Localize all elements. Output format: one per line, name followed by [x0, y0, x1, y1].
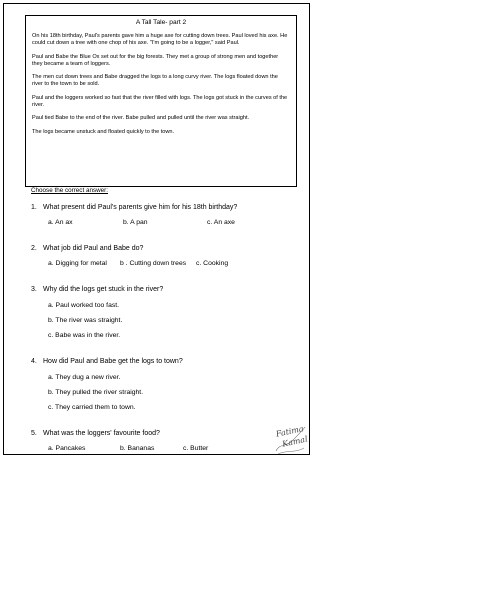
- question-1: [31, 200, 301, 230]
- question-text: Why did the logs get stuck in the river?: [43, 286, 164, 293]
- answer-option[interactable]: a. They dug a new river.: [48, 374, 121, 381]
- story-paragraph: The men cut down trees and Babe dragged the logs to a long curvy river. The logs floated down the river to the town to be sold.: [32, 74, 278, 88]
- story-paragraph: Paul and Babe the Blue Ox set out for the big forests. They met a group of strong men and together they became a team of loggers.: [32, 53, 279, 67]
- answer-option[interactable]: c. Babe was in the river.: [48, 332, 121, 339]
- answer-options: [31, 442, 301, 456]
- signature-logo: [272, 417, 308, 457]
- answer-option[interactable]: b. The river was straight.: [48, 317, 123, 324]
- answer-options: [31, 257, 301, 271]
- answer-option[interactable]: a. Pancakes: [48, 445, 86, 452]
- answer-option[interactable]: c. They carried them to town.: [48, 404, 136, 411]
- answer-option[interactable]: a. Paul worked too fast.: [48, 302, 120, 309]
- answer-option[interactable]: b . Cutting down trees: [120, 260, 187, 267]
- question-number: 4.: [31, 358, 37, 365]
- answer-options: [31, 370, 301, 415]
- question-number: 1.: [31, 204, 37, 211]
- question-text: What job did Paul and Babe do?: [43, 245, 144, 252]
- question-number: 2.: [31, 245, 37, 252]
- story-title: A Tall Tale- part 2: [135, 19, 187, 26]
- questions-list: [31, 200, 301, 467]
- answer-option[interactable]: a. Digging for metal: [48, 260, 107, 267]
- answer-option[interactable]: c. Cooking: [196, 260, 229, 267]
- signature-line-2: Kamal: [281, 434, 308, 449]
- worksheet-page: [3, 3, 310, 455]
- question-text: How did Paul and Babe get the logs to town?: [43, 358, 183, 365]
- story-paragraph: Paul and the loggers worked so fast that the river filled with logs. The logs got stuck in the curves of the river.: [32, 94, 288, 109]
- answer-option[interactable]: c. An axe: [207, 219, 235, 226]
- story-paragraph: The logs became unstuck and floated quickly to the town.: [32, 128, 175, 135]
- answer-option[interactable]: b. A pan: [123, 219, 148, 226]
- story-paragraph: Paul tied Babe to the end of the river. Babe pulled and pulled until the river was straight.: [32, 115, 250, 122]
- question-5: [31, 426, 301, 456]
- question-text: What was the loggers' favourite food?: [43, 430, 160, 437]
- answer-option[interactable]: b. They pulled the river straight.: [48, 389, 144, 396]
- answer-option[interactable]: c. Butter: [183, 445, 209, 452]
- answer-options: [31, 216, 301, 230]
- question-number: 5.: [31, 430, 37, 437]
- question-3: [31, 282, 301, 343]
- answer-option[interactable]: a. An ax: [48, 219, 73, 226]
- question-2: [31, 241, 301, 271]
- story-paragraph: On his 18th birthday, Paul's parents gave him a huge axe for cutting down trees. Paul loved his axe. He could cut down a tree with one chop of his axe. "I'm going to be a logger," said Paul.: [32, 33, 288, 47]
- answer-option[interactable]: b. Bananas: [120, 445, 155, 452]
- instruction-heading: Choose the correct answer:: [31, 187, 108, 194]
- question-number: 3.: [31, 286, 37, 293]
- signature-line-1: Fatima: [275, 424, 305, 439]
- answer-options: [31, 298, 301, 343]
- question-text: What present did Paul's parents give him for his 18th birthday?: [43, 204, 238, 211]
- story-box: [25, 15, 297, 187]
- question-4: [31, 354, 301, 415]
